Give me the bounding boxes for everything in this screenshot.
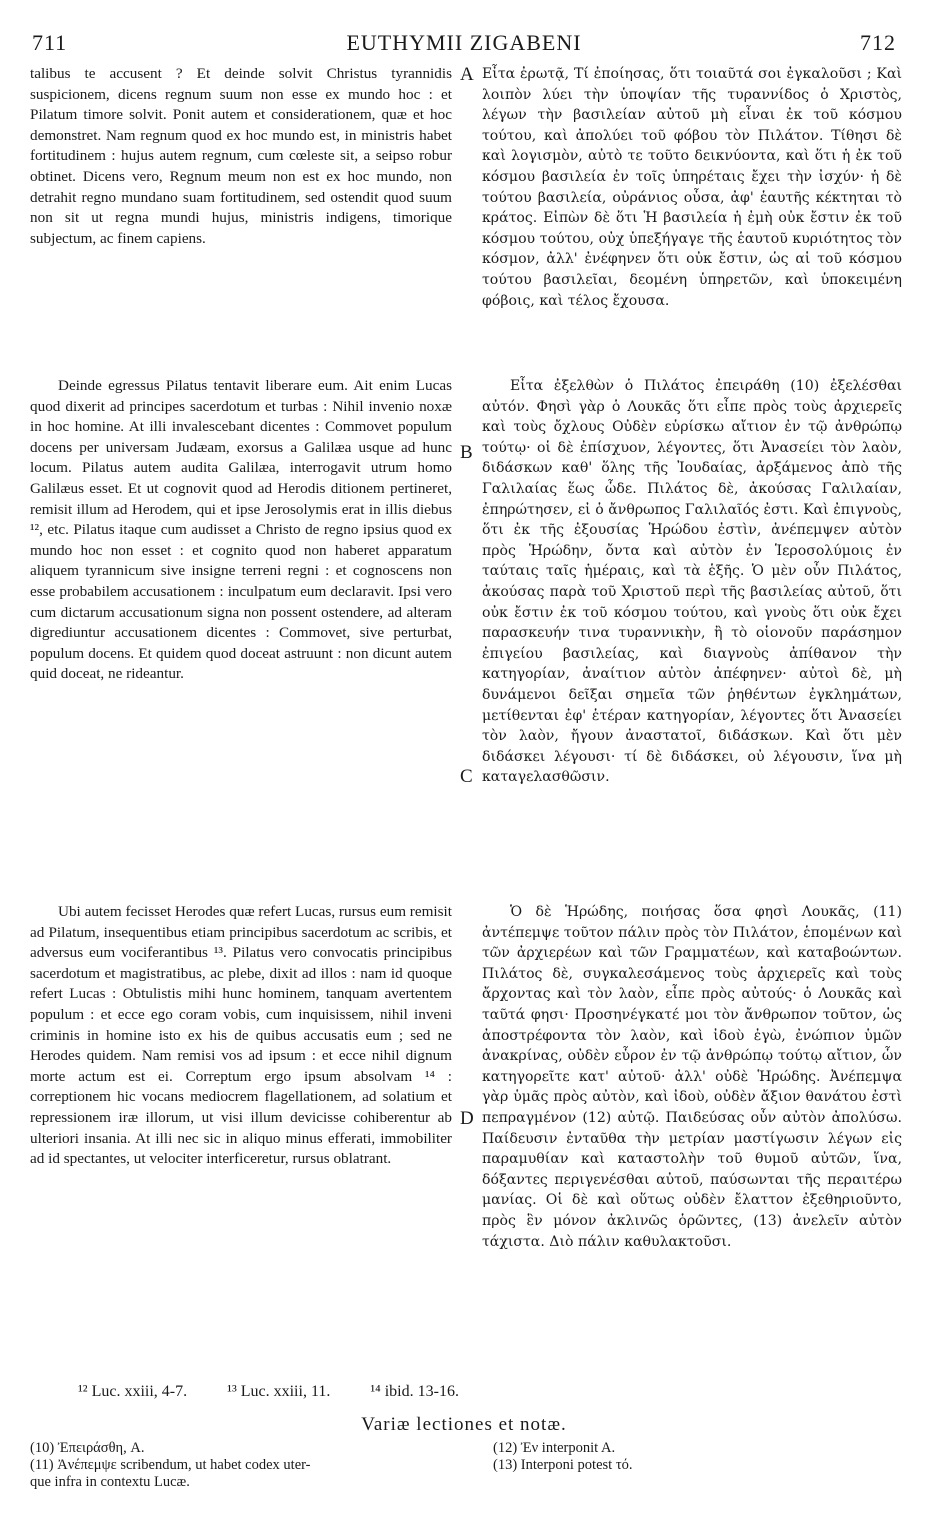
notes-right: [493, 1440, 893, 1474]
notes-left: [30, 1440, 460, 1491]
page-header: [32, 30, 896, 60]
latin-paragraph-2: Deinde egressus Pilatus tentavit liberare eum. Ait enim Lucas quod dixerit ad principes sacerdotum et turbas : Nihil invenio noxæ in hoc homine. At illi invalescebant dicentes : Commovet populum docens per universam Judæam, exorsus a Galilæa usque ad hunc locum. Pilatus autem audita Galilæa, interrogavit utrum homo Galilæus esset. Et ut cognovit quod ad Herodis ditionem pertineret, remisit illum ad Herodem, qui et ipse Jerosolymis erat in illis diebus ¹², etc. Pilatus itaque cum audisset a Christo de regno ipsius quod ex mundo hoc non esset : et cognito quod non haberet apparatum aliquem tyrannicum sive insigne terreni regni : et cognoscens non esse probabilem accusationem : inculpatum eum declaravit. Ipsi vero cum dictarum accusationum signa non possent ostendere, ad alteram digrediuntur accusationem dicentes : Commovet, sive perturbat, populum docens. Et quidem quod doceat astruunt : non dicunt autem quid doceat, ne rideantur.: [30, 377, 452, 683]
latin-paragraph-3: Ubi autem fecisset Herodes quæ refert Lucas, rursus eum remisit ad Pilatum, insequentibus etiam principibus sacerdotum ac scribis, et adversus eum vociferantibus ¹³. Pilatus vero convocatis principibus sacerdotum et magistratibus, ac plebe, dixit ad illos : nam id quoque refert Lucas : Obtulistis mihi hunc hominem, tanquam avertentem populum : et ecce ego coram vobis, cum inquisissem, nihil inveni criminis in homine isto ex his de quibus accusatis eum ; sed ne Herodes quidem. Nam remisi vos ad ipsum : et ecce nihil dignum morte actum est ei. Correptum ergo ipsum absolvam ¹⁴ : correptionem hic vocans mediocrem flagellationem, ad solatium et repressionem iræ illorum, ut visi illum devicisse cohiberentur ab ulteriori insania. At illi nec sic in aliquo minus efferati, immobiliter ad id spectantes, ut velociter interficeretur, rursus oblatrant.: [30, 903, 452, 1168]
greek-paragraph-2: Εἶτα ἐξελθὼν ὁ Πιλάτος ἐπειράθη (10) ἐξελέσθαι αὐτόν. Φησὶ γὰρ ὁ Λουκᾶς ὅτι εἶπε πρὸς τοὺς ἀρχιερεῖς καὶ τοὺς ὄχλους Οὐδὲν εὑρίσκω αἴτιον ἐν τῷ ἀνθρώπῳ τούτῳ· οἱ δὲ ἐπίσχυον, λέγοντες, ὅτι Ἀνασείει τὸν λαὸν, διδάσκων καθ' ὅλης τῆς Ἰουδαίας, ἀρξάμενος ἀπὸ τῆς Γαλιλαίας ἕως ὧδε. Πιλάτος δὲ, ἀκούσας Γαλιλαίαν, ἐπηρώτησεν, εἰ ὁ ἄνθρωπος Γαλιλαῖός ἐστι. Καὶ ἐπιγνοὺς, ὅτι ἐκ τῆς ἐξουσίας Ἡρώδου ἐστὶν, ἀνέπεμψεν αὐτὸν πρὸς Ἡρώδην, ὄντα καὶ αὐτὸν ἐν Ἱεροσολύμοις ἐν ταύταις ταῖς ἡμέραις, καὶ τὰ ἑξῆς. Ὁ μὲν οὖν Πιλάτος, ἀκούσας παρὰ τοῦ Χριστοῦ περὶ τῆς βασιλείας αὐτοῦ, ὅτι οὐκ ἔστιν ἐκ τοῦ κόσμου τούτου, καὶ γνοὺς ὅτι οὐκ ἔχει παρασκευήν τινα τυραννικὴν, ἢ τὸ οἱονοῦν παράσημον ἐπιγείου βασιλείας, καὶ διαγνοὺς ἀπίθανον τὴν κατηγορίαν, ἀναίτιον αὐτὸν ἀπέφηνεν· αὐτοὶ δὲ, μὴ δυνάμενοι δεῖξαι σημεῖα τῶν ῥηθέντων ἐγκλημάτων, μετίθενται ἐφ' ἑτέραν κατηγορίαν, λέγοντες ὅτι Ἀνασείει τὸν λαὸν, ἤγουν ἀναστατοῖ, διδάσκων. Καὶ ὅτι μὲν διδάσκει λέγουσι· τί δὲ διδάσκει, οὐ λέγουσιν, ἵνα μὴ καταγελασθῶσιν.: [482, 378, 902, 786]
note-12: (12) Ἐν interponit A.: [493, 1440, 616, 1456]
latin-paragraph-1: talibus te accusent ? Et deinde solvit Christus tyrannidis suspicionem, dicens regnum suum non esse ex mundo hoc : et Pilatum timore solvit. Ponit autem et considerationem, quæ et hoc demonstret. Nam regnum quod ex hoc mundo est, in ministris habet fortitudinem : hujus autem regnum, cum cœleste sit, a seipso robur obtinet. Dicens vero, Regnum meum non est ex hoc mundo, non detrahit regno mundano suam fortitudinem, sed ostendit quod suum non sit ut regna mundi hujus, ministris indigens, timorique subjectum, ac finem capiens.: [30, 65, 452, 247]
footnote-ref-14: ¹⁴ ibid. 13-16.: [370, 1383, 459, 1400]
greek-paragraph-1: Εἶτα ἐρωτᾷ, Τί ἐποίησας, ὅτι τοιαῦτά σοι ἐγκαλοῦσι ; Καὶ λοιπὸν λύει τὴν ὑποψίαν τῆς τυραννίδος ὁ Χριστὸς, λέγων τὴν βασιλείαν αὐτοῦ μὴ εἶναι ἐκ τοῦ κόσμου τούτου, καὶ ἀπολύει τοῦ φόβου τὸν Πιλάτον. Τίθησι δὲ καὶ λογισμὸν, αὐτὸ τε τοῦτο δεικνύοντα, καὶ ὅτι ἡ ἐκ τοῦ κόσμου βασιλεία ἐν τοῖς ὑπηρέταις ἔχει τὴν ἰσχύν· ἡ δὲ τούτου βασιλεία, οὐράνιος οὖσα, ἀφ' ἑαυτῆς κέκτηται τὸ κράτος. Εἰπὼν δὲ ὅτι Ἡ βασιλεία ἡ ἐμὴ οὐκ ἔστιν ἐκ τοῦ κόσμου τούτου, οὐχ ὑπεξήγαγε τῆς ἑαυτοῦ κυριότητος τὸν κόσμον, ἀλλ' ἐνέφηνεν ὅτι οὐκ ἔστιν, ὡς αἱ τοῦ κόσμου τούτου βασιλεῖαι, δεομένη ὑπηρετῶν, καὶ ὑποκειμένη φόβοις, καὶ τέλος ἔχουσα.: [482, 66, 902, 309]
note-13: (13) Interponi potest τό.: [493, 1457, 633, 1473]
greek-paragraph-3: Ὁ δὲ Ἡρώδης, ποιήσας ὅσα φησὶ Λουκᾶς, (11) ἀντέπεμψε τοῦτον πάλιν πρὸς τὸν Πιλάτον, ἑπομένων καὶ τῶν ἀρχιερέων καὶ τῶν Γραμματέων, καὶ καταβοώντων. Πιλάτος δὲ, συγκαλεσάμενος τοὺς ἀρχιερεῖς καὶ τοὺς ἄρχοντας καὶ τὸν λαὸν, εἶπε πρὸς αὐτούς· ὁ Λουκᾶς καὶ ταῦτά φησι· Προσηνέγκατέ μοι τὸν ἄνθρωπον τοῦτον, ὡς ἀποστρέφοντα τὸν λαὸν, καὶ ἰδοὺ ἐγὼ, ἐνώπιον ὑμῶν ἀνακρίνας, οὐδὲν εὗρον ἐν τῷ ἀνθρώπῳ τούτῳ αἴτιον, ὧν κατηγορεῖτε κατ' αὐτοῦ· ἀλλ' οὐδὲ Ἡρώδης. Ἀνέπεμψα γὰρ ὑμᾶς πρὸς αὐτὸν, καὶ ἰδοὺ, οὐδὲν ἄξιον θανάτου ἐστὶ πεπραγμένον (12) αὐτῷ. Παιδεύσας οὖν αὐτὸν ἀπολύσω. Παίδευσιν ἐνταῦθα τὴν μετρίαν μαστίγωσιν λέγων εἰς παραμυθίαν καὶ καταστολὴν τοῦ θυμοῦ αὐτῶν, ἵνα, δόξαντες περιγενέσθαι αὐτοῦ, παύσωνται τῆς περαιτέρω μανίας. Οἱ δὲ καὶ οὕτως οὐδὲν ἔλαττον ἐξεθηριοῦντο, πρὸς ἓν μόνον ἀκλινῶς ὁρῶντες, (13) ἀνελεῖν αὐτὸν τάχιστα. Διὸ πάλιν καθυλακτοῦσι.: [482, 904, 902, 1250]
variae-lectiones-title: Variæ lectiones et notæ.: [361, 1414, 567, 1435]
margin-mark-a: A: [460, 64, 474, 85]
margin-mark-c: C: [460, 766, 473, 787]
note-11: (11) Ἀνέπεμψε scribendum, ut habet codex uter-: [30, 1457, 311, 1473]
margin-mark-d: D: [460, 1108, 474, 1129]
running-title: EUTHYMII ZIGABENI: [346, 30, 582, 55]
note-11-cont: que infra in contextu Lucæ.: [30, 1474, 190, 1490]
page-number-right: 712: [860, 30, 896, 55]
footnote-ref-12: ¹² Luc. xxiii, 4-7.: [78, 1383, 188, 1400]
scripture-references: [78, 1383, 778, 1401]
margin-mark-b: B: [460, 442, 473, 463]
footnote-ref-13: ¹³ Luc. xxiii, 11.: [227, 1383, 331, 1400]
page-number-left: 711: [32, 30, 68, 55]
note-10: (10) Ἐπειράσθη, A.: [30, 1440, 145, 1456]
